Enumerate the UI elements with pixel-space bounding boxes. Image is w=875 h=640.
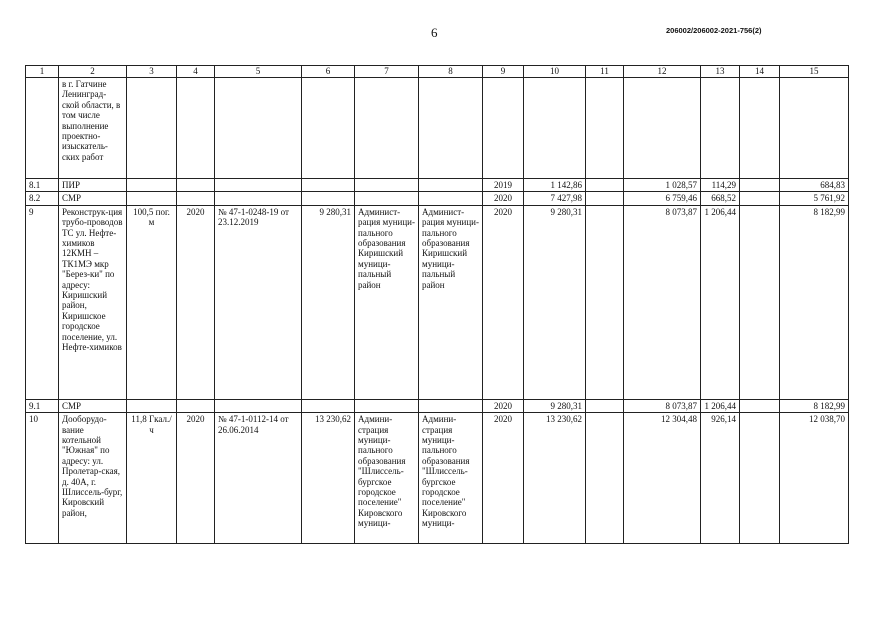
table-cell [177, 192, 215, 205]
table-cell [215, 399, 302, 412]
column-header: 13 [701, 66, 740, 78]
table-cell [215, 192, 302, 205]
table-cell: 6 759,46 [624, 192, 701, 205]
column-header: 11 [586, 66, 624, 78]
table-cell: 114,29 [701, 179, 740, 192]
table-cell: 8 182,99 [780, 205, 849, 399]
table-cell [26, 78, 59, 179]
column-header: 6 [302, 66, 355, 78]
table-cell [419, 179, 483, 192]
table-cell [740, 399, 780, 412]
table-cell: 2020 [483, 399, 524, 412]
column-header: 2 [59, 66, 127, 78]
column-header: 15 [780, 66, 849, 78]
table-cell [177, 179, 215, 192]
table-cell [302, 179, 355, 192]
table-cell: в г. Гатчине Ленинград-ской области, в том числе выполнение проектно-изыскатель-ских работ [59, 78, 127, 179]
table-cell [483, 78, 524, 179]
table-cell: 9 280,31 [524, 205, 586, 399]
table-cell [177, 399, 215, 412]
column-header: 3 [127, 66, 177, 78]
table-cell [701, 78, 740, 179]
table-cell: Админист-рация муници-пального образования Киришский муници-пальный район [355, 205, 419, 399]
table-cell: Дооборудо-вание котельной "Южная" по адресу: ул. Пролетар-ская, д. 40А, г. Шлиссель-бург, Кировский район, [59, 413, 127, 544]
table-cell: 2020 [483, 205, 524, 399]
table-cell: 13 230,62 [302, 413, 355, 544]
table-cell: 1 142,86 [524, 179, 586, 192]
table-cell: 1 206,44 [701, 205, 740, 399]
table-cell: 9.1 [26, 399, 59, 412]
column-header: 12 [624, 66, 701, 78]
table-cell: № 47-1-0112-14 от 26.06.2014 [215, 413, 302, 544]
table-cell: 12 304,48 [624, 413, 701, 544]
table-cell: 8.1 [26, 179, 59, 192]
table-cell [586, 192, 624, 205]
table-cell: 684,83 [780, 179, 849, 192]
table-cell: ПИР [59, 179, 127, 192]
table-cell [586, 205, 624, 399]
table-cell: 10 [26, 413, 59, 544]
table-cell: 7 427,98 [524, 192, 586, 205]
table-cell [355, 179, 419, 192]
table-cell: 8 073,87 [624, 399, 701, 412]
table-cell: 5 761,92 [780, 192, 849, 205]
column-header: 4 [177, 66, 215, 78]
table-cell [127, 179, 177, 192]
table-cell [740, 78, 780, 179]
column-header: 14 [740, 66, 780, 78]
table-cell [302, 399, 355, 412]
table-cell: 2020 [177, 205, 215, 399]
column-header: 10 [524, 66, 586, 78]
table-cell [740, 413, 780, 544]
table-cell [355, 192, 419, 205]
register-table [25, 65, 849, 544]
table-cell [127, 192, 177, 205]
table-cell: 1 206,44 [701, 399, 740, 412]
table-cell: Админист-рация муници-пального образования Киришский муници-пальный район [419, 205, 483, 399]
table-cell: Реконструк-ция трубо-проводов ТС ул. Нефте-химиков 12КМН – ТК1МЭ мкр "Берез-ки" по адресу: Киришский район, Киришское городское поселение, ул. Нефте-химиков [59, 205, 127, 399]
table-row [26, 399, 849, 412]
table-cell [740, 205, 780, 399]
table-cell: 12 038,70 [780, 413, 849, 544]
table-cell [419, 192, 483, 205]
document-id: 206002/206002-2021-756(2) [666, 26, 762, 35]
table-cell: 926,14 [701, 413, 740, 544]
table-cell [177, 78, 215, 179]
column-header: 8 [419, 66, 483, 78]
table-cell: 8 073,87 [624, 205, 701, 399]
column-header: 5 [215, 66, 302, 78]
column-header: 9 [483, 66, 524, 78]
table-cell: 9 280,31 [524, 399, 586, 412]
table-cell [586, 413, 624, 544]
table-cell [302, 192, 355, 205]
table-cell: 8.2 [26, 192, 59, 205]
table-cell: 8 182,99 [780, 399, 849, 412]
table-row [26, 179, 849, 192]
table-cell [586, 78, 624, 179]
table-cell [624, 78, 701, 179]
table-cell [419, 399, 483, 412]
table-cell [419, 78, 483, 179]
table-cell [215, 78, 302, 179]
table-row [26, 205, 849, 399]
table-cell: 1 028,57 [624, 179, 701, 192]
table-cell [780, 78, 849, 179]
table-cell: Админи-страция муници-пального образования "Шлиссель-бургское городское поселение" Кировского муници- [355, 413, 419, 544]
table-cell: 2020 [483, 192, 524, 205]
table-cell: СМР [59, 192, 127, 205]
table-cell [215, 179, 302, 192]
table-cell: 100,5 пог. м [127, 205, 177, 399]
table-cell [524, 78, 586, 179]
table-cell: 9 [26, 205, 59, 399]
table-cell: 9 280,31 [302, 205, 355, 399]
table-cell: 13 230,62 [524, 413, 586, 544]
table-cell [355, 399, 419, 412]
table-cell: 2019 [483, 179, 524, 192]
table-cell [302, 78, 355, 179]
table-cell: 2020 [177, 413, 215, 544]
table-cell [586, 399, 624, 412]
table-cell: № 47-1-0248-19 от 23.12.2019 [215, 205, 302, 399]
column-header: 7 [355, 66, 419, 78]
table-cell: Админи-страция муници-пального образования "Шлиссель-бургское городское поселение" Кировского муници- [419, 413, 483, 544]
column-header: 1 [26, 66, 59, 78]
header-row [26, 66, 849, 78]
table-row [26, 78, 849, 179]
table-cell [127, 78, 177, 179]
table-cell [740, 179, 780, 192]
table-cell [740, 192, 780, 205]
table-cell: 11,8 Гкал./ч [127, 413, 177, 544]
table-cell [586, 179, 624, 192]
page-number: 6 [431, 25, 438, 40]
table-cell: 2020 [483, 413, 524, 544]
table-row [26, 192, 849, 205]
table-cell: 668,52 [701, 192, 740, 205]
table-cell: СМР [59, 399, 127, 412]
table-cell [127, 399, 177, 412]
table-row [26, 413, 849, 544]
table-cell [355, 78, 419, 179]
